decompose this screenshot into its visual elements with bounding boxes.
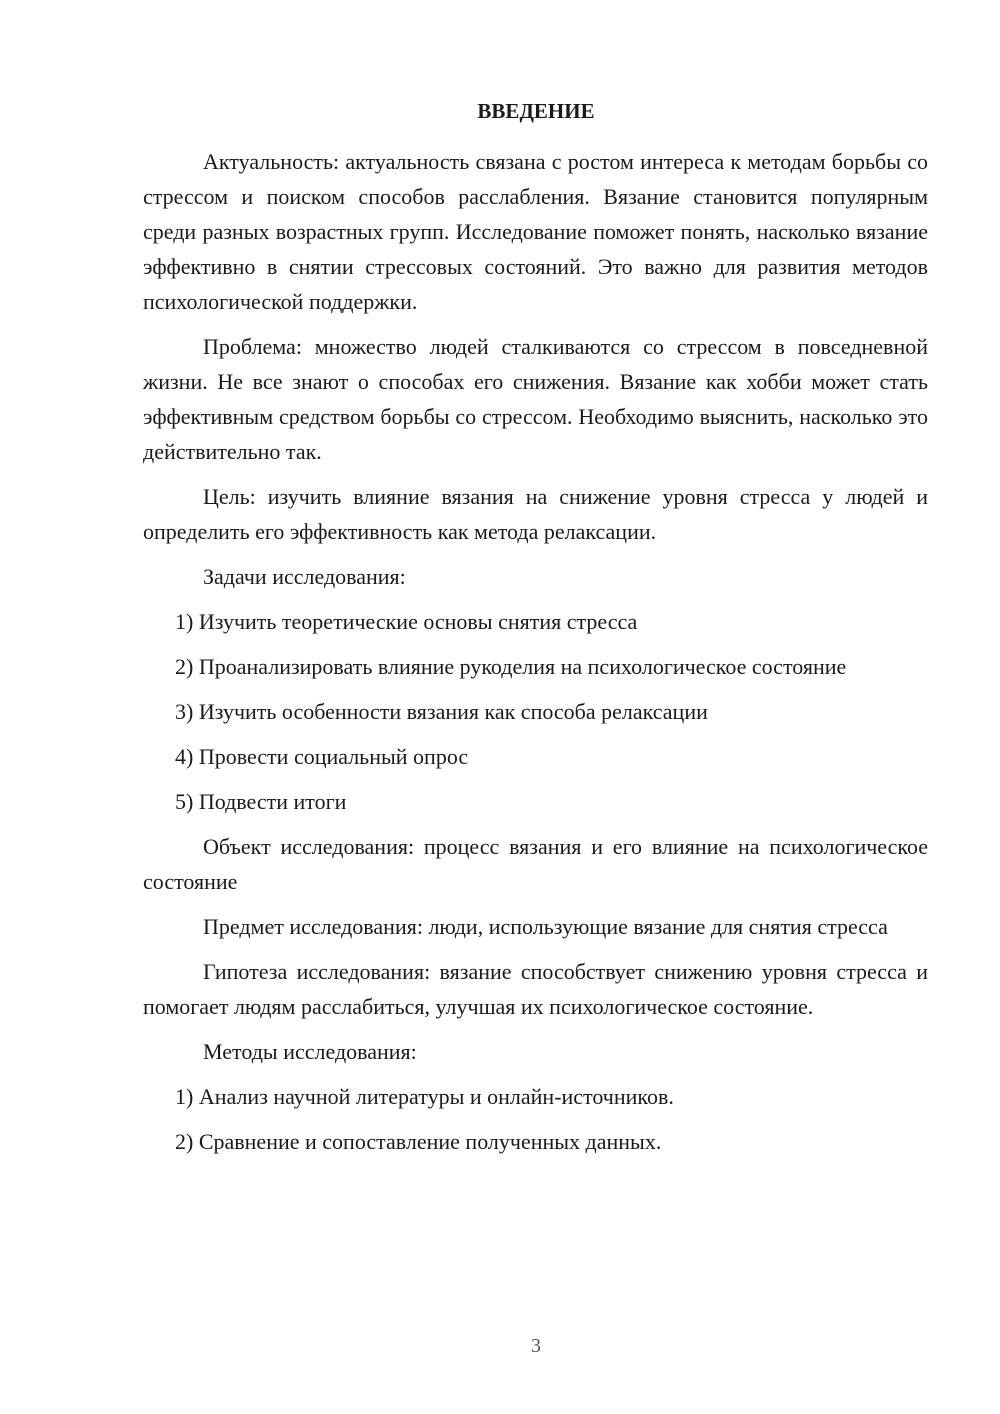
method-item: 2) Сравнение и сопоставление полученных данных. — [175, 1129, 662, 1154]
methods-title: Методы исследования: — [203, 1039, 417, 1064]
task-item: 3) Изучить особенности вязания как способа релаксации — [175, 699, 708, 724]
task-item: 5) Подвести итоги — [175, 789, 347, 814]
page-heading: ВВЕДЕНИЕ — [477, 99, 595, 123]
task-item: 4) Провести социальный опрос — [175, 744, 469, 769]
tasks-title: Задачи исследования: — [203, 564, 406, 589]
problem-paragraph: Проблема: множество людей сталкиваются со стрессом в повседневной жизни. Не все знают о способах его снижения. Вязание как хобби может стать эффективным средством борьбы со стрессом. Необходимо выяснить, насколько это действительно так. — [143, 334, 928, 464]
page-number: 3 — [531, 1335, 541, 1357]
subject-paragraph: Предмет исследования: люди, использующие вязание для снятия стресса — [203, 914, 888, 939]
task-item: 1) Изучить теоретические основы снятия стресса — [175, 609, 638, 634]
task-item: 2) Проанализировать влияние рукоделия на психологическое состояние — [175, 654, 847, 679]
document-body — [143, 144, 928, 1169]
object-paragraph: Объект исследования: процесс вязания и его влияние на психологическое состояние — [143, 834, 928, 894]
method-item: 1) Анализ научной литературы и онлайн-источников. — [175, 1084, 674, 1109]
goal-paragraph: Цель: изучить влияние вязания на снижение уровня стресса у людей и определить его эффективность как метода релаксации. — [143, 484, 928, 544]
hypothesis-paragraph: Гипотеза исследования: вязание способствует снижению уровня стресса и помогает людям расслабиться, улучшая их психологическое состояние. — [143, 959, 928, 1019]
relevance-paragraph: Актуальность: актуальность связана с ростом интереса к методам борьбы со стрессом и поиском способов расслабления. Вязание становится популярным среди разных возрастных групп. Исследование поможет понять, насколько вязание эффективно в снятии стрессовых состояний. Это важно для развития методов психологической поддержки. — [143, 149, 928, 314]
